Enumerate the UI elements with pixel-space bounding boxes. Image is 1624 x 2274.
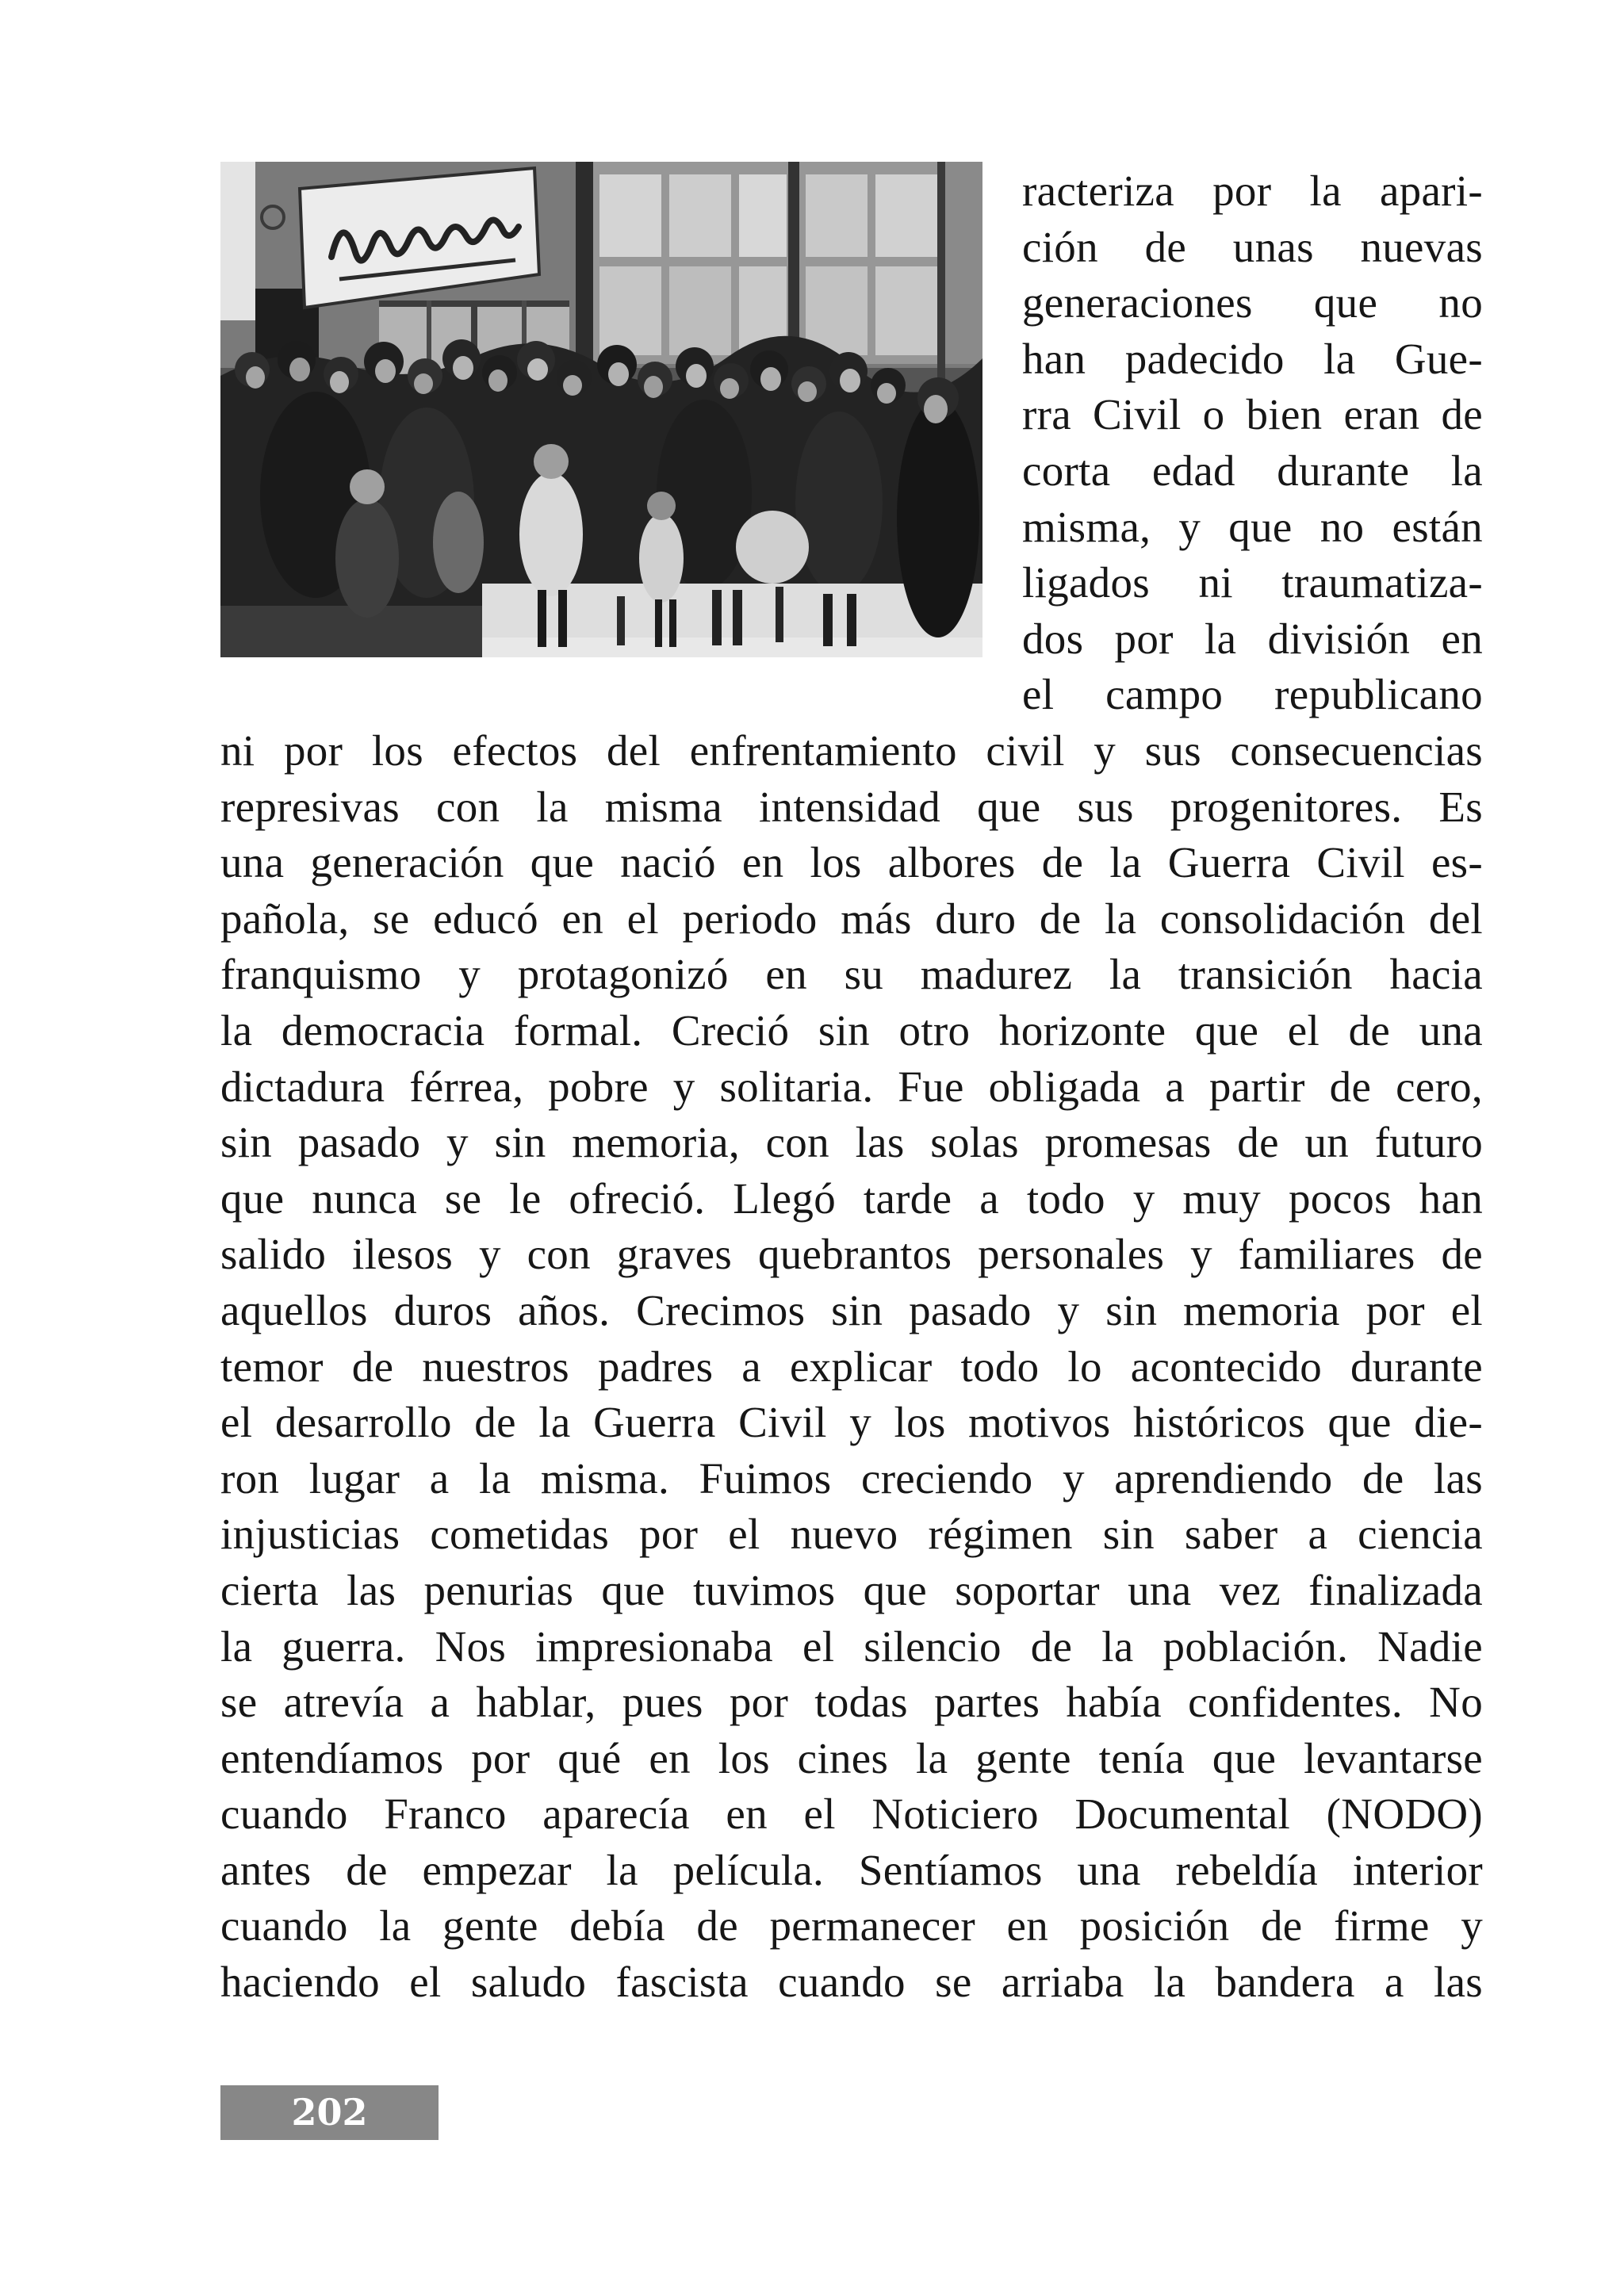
windows — [585, 162, 982, 364]
text-line: el campo republicano — [1022, 670, 1483, 719]
photo — [220, 162, 982, 657]
text-line: han padecido la Gue- — [1022, 334, 1483, 383]
body-text — [220, 723, 1483, 2011]
text-line: racteriza por la apari- — [1022, 167, 1483, 215]
text-line: sin pasado y sin memoria, con las solas promesas de un futuro — [220, 1118, 1483, 1167]
text-line: la guerra. Nos impresionaba el silencio de la población. Nadie — [220, 1621, 1483, 1671]
text-line: salido ilesos y con graves quebrantos personales y familiares de — [220, 1230, 1483, 1279]
text-line: generaciones que no — [1022, 278, 1483, 327]
page-number: 202 — [220, 2085, 439, 2140]
text-line: corta edad durante la — [1022, 446, 1483, 495]
text-line: ron lugar a la misma. Fuimos creciendo y aprendiendo de las — [220, 1453, 1483, 1503]
text-line: temor de nuestros padres a explicar todo lo acontecido durante — [220, 1342, 1483, 1391]
text-line: cierta las penurias que tuvimos que soportar una vez finalizada — [220, 1565, 1483, 1614]
text-line: entendíamos por qué en los cines la gente tenía que levantarse — [220, 1733, 1483, 1782]
text-line: el desarrollo de la Guerra Civil y los motivos históricos que die- — [220, 1398, 1483, 1447]
text-line: represivas con la misma intensidad que sus progenitores. Es — [220, 782, 1483, 831]
text-line: ni por los efectos del enfrentamiento civil y sus consecuencias — [220, 726, 1483, 775]
text-line: dos por la división en — [1022, 614, 1483, 663]
text-line: antes de empezar la película. Sentíamos una rebeldía interior — [220, 1845, 1483, 1894]
text-line: injusticias cometidas por el nuevo régimen sin saber a ciencia — [220, 1510, 1483, 1559]
text-line: que nunca se le ofreció. Llegó tarde a todo y muy pocos han — [220, 1173, 1483, 1223]
text-line: se atrevía a hablar, pues por todas partes había confidentes. No — [220, 1678, 1483, 1727]
text-line: dictadura férrea, pobre y solitaria. Fue obligada a partir de cero, — [220, 1062, 1483, 1111]
text-line: haciendo el saludo fascista cuando se arriaba la bandera a las — [220, 1958, 1483, 2007]
text-line: rra Civil o bien eran de — [1022, 390, 1483, 439]
text-line: ligados ni traumatiza- — [1022, 558, 1483, 607]
column-text — [1022, 163, 1483, 723]
text-line: franquismo y protagonizó en su madurez la transición hacia — [220, 950, 1483, 999]
text-line: ción de unas nuevas — [1022, 222, 1483, 271]
text-line: la democracia formal. Creció sin otro horizonte que el de una — [220, 1005, 1483, 1055]
text-line: cuando Franco aparecía en el Noticiero Documental (NODO) — [220, 1790, 1483, 1839]
text-line: misma, y que no están — [1022, 502, 1483, 551]
text-line: pañola, se educó en el periodo más duro de la consolidación del — [220, 894, 1483, 943]
text-line: una generación que nació en los albores de la Guerra Civil es- — [220, 838, 1483, 887]
text-line: aquellos duros años. Crecimos sin pasado y sin memoria por el — [220, 1285, 1483, 1334]
text-line: cuando la gente debía de permanecer en posición de firme y — [220, 1901, 1483, 1951]
